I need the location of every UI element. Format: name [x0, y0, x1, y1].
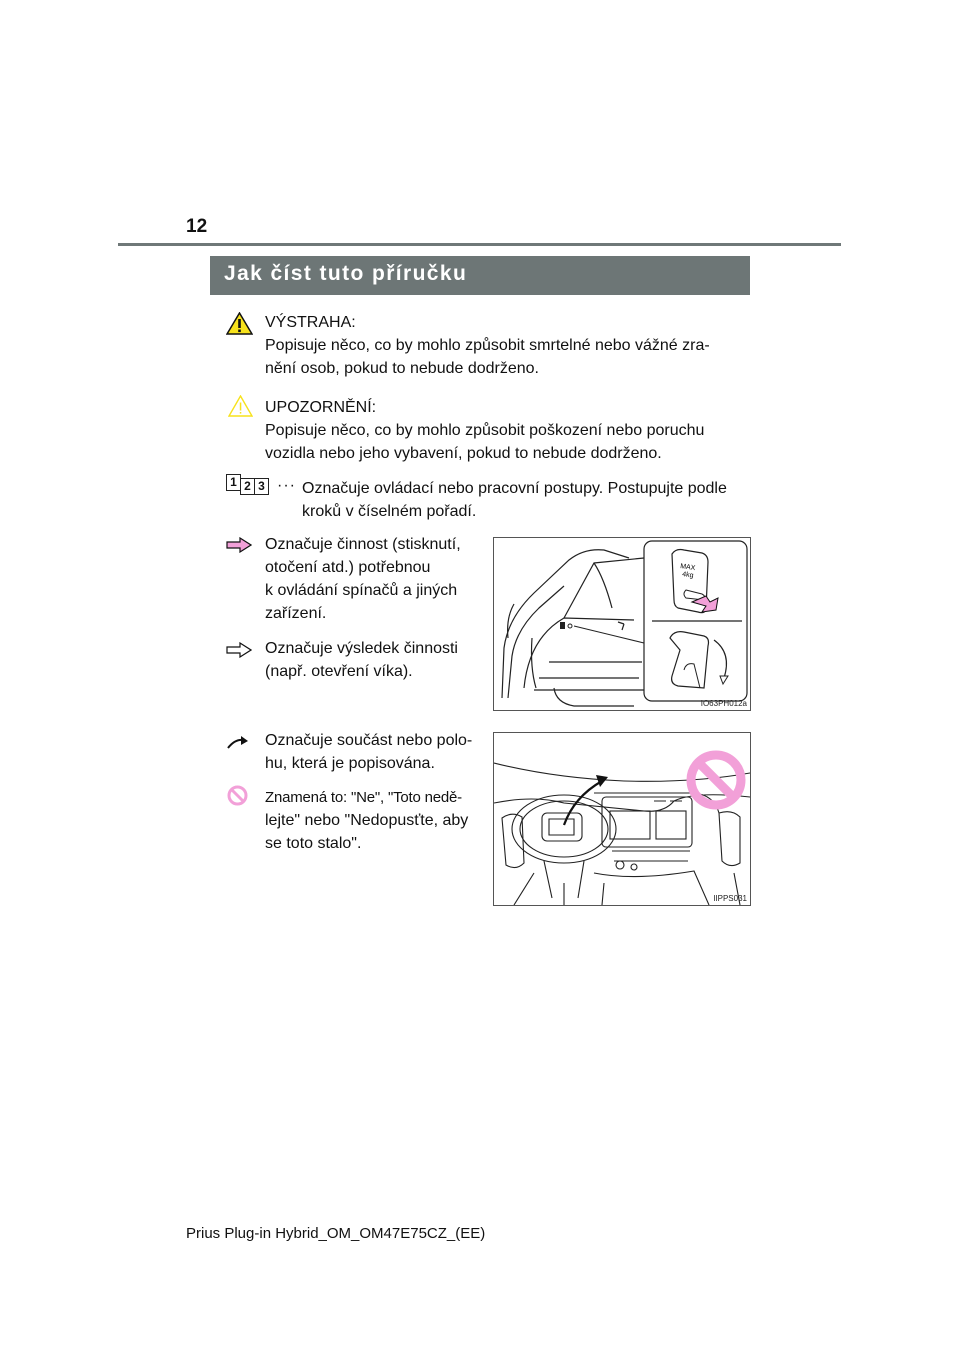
component-text-line1: Označuje součást nebo polo- — [265, 732, 473, 749]
prohibited-icon — [227, 785, 248, 806]
dashboard-illustration — [493, 732, 751, 906]
header-rule — [118, 243, 841, 246]
action-text-line4: zařízení. — [265, 605, 327, 622]
warning-label: VÝSTRAHA: — [265, 314, 356, 331]
action-arrow-icon — [226, 537, 252, 553]
steps-dots: ··· — [277, 477, 296, 494]
warning-triangle-icon — [226, 312, 253, 335]
prohibited-text-line1: Znamená to: "Ne", "Toto nedě- — [265, 789, 462, 806]
footer-document-id: Prius Plug-in Hybrid_OM_OM47E75CZ_(EE) — [186, 1225, 486, 1242]
trunk-drawing — [494, 538, 750, 710]
notice-text-line1: Popisuje něco, co by mohlo způsobit poškození nebo poruchu — [265, 422, 705, 439]
section-title: Jak číst tuto příručku — [224, 262, 468, 285]
warning-text-line2: nění osob, pokud to nebude dodrženo. — [265, 360, 539, 377]
steps-text-line1: Označuje ovládací nebo pracovní postupy. Postupujte podle — [302, 480, 727, 497]
caution-triangle-icon — [228, 395, 253, 417]
figure-code-dashboard: IIPPS031 — [713, 894, 747, 903]
page-number: 12 — [186, 216, 208, 237]
action-text-line1: Označuje činnost (stisknutí, — [265, 536, 461, 553]
step-number-icon-1: 1 — [226, 474, 241, 491]
prohibited-text-line3: se toto stalo". — [265, 835, 362, 852]
component-text-line2: hu, která je popisována. — [265, 755, 435, 772]
prohibited-text-line2: lejte" nebo "Nedopusťte, aby — [265, 812, 469, 829]
hook-max-label: MAX — [679, 563, 696, 573]
trunk-illustration — [493, 537, 751, 711]
action-text-line2: otočení atd.) potřebnou — [265, 559, 431, 576]
section-header — [210, 256, 750, 295]
step-number-icon-3: 3 — [254, 478, 269, 495]
dashboard-drawing — [494, 733, 750, 905]
hook-weight-label: 4kg — [681, 571, 694, 580]
action-text-line3: k ovládání spínačů a jiných — [265, 582, 458, 599]
notice-label: UPOZORNĚNÍ: — [265, 399, 377, 416]
result-text-line2: (např. otevření víka). — [265, 663, 413, 680]
component-pointer-icon — [227, 735, 249, 749]
figure-code-trunk: IO63PH012a — [700, 699, 747, 708]
result-arrow-icon — [226, 642, 252, 658]
steps-text-line2: kroků v číselném pořadí. — [302, 503, 477, 520]
notice-text-line2: vozidla nebo jeho vybavení, pokud to nebude dodrženo. — [265, 445, 662, 462]
result-text-line1: Označuje výsledek činnosti — [265, 640, 458, 657]
warning-text-line1: Popisuje něco, co by mohlo způsobit smrtelné nebo vážné zra- — [265, 337, 710, 354]
step-number-icon-2: 2 — [240, 478, 255, 495]
